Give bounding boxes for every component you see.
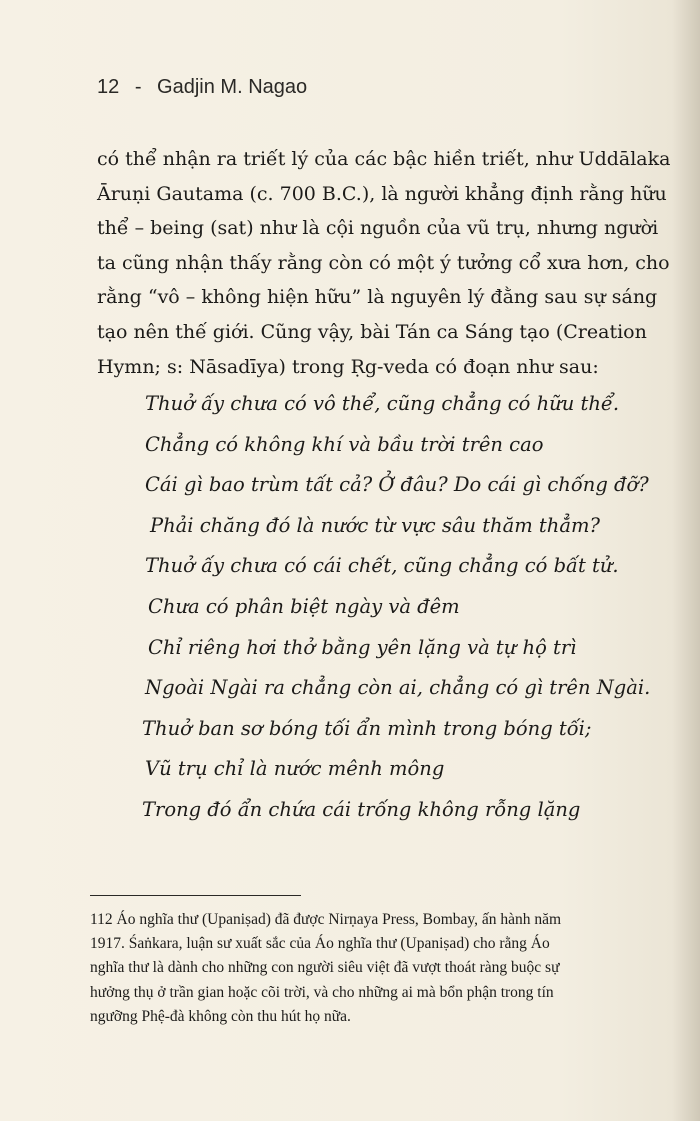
footnote-112 bbox=[90, 908, 665, 1029]
poem-line: Chẳng có không khí và bầu trời trên cao bbox=[145, 432, 544, 456]
footnote-line: nghĩa thư là dành cho những con người siêu việt đã vượt thoát ràng buộc sự bbox=[90, 959, 560, 977]
body-line: thể – being (sat) như là cội nguồn của vũ trụ, nhưng người bbox=[97, 217, 659, 240]
body-paragraph bbox=[97, 142, 671, 384]
footnote-divider bbox=[90, 895, 301, 896]
footnote-line: hưởng thụ ở trần gian hoặc cõi trời, và cho những ai mà bổn phận trong tín bbox=[90, 983, 554, 1001]
poem-line: Vũ trụ chỉ là nước mênh mông bbox=[145, 757, 445, 781]
running-header bbox=[97, 76, 307, 99]
poem-line: Chưa có phân biệt ngày và đêm bbox=[148, 594, 460, 618]
page-number: 12 bbox=[97, 76, 120, 98]
poem-line: Trong đó ẩn chứa cái trống không rỗng lặng bbox=[142, 797, 581, 821]
poem-line: Cái gì bao trùm tất cả? Ở đâu? Do cái gì chống đỡ? bbox=[145, 473, 649, 497]
poem-line: Ngoài Ngài ra chẳng còn ai, chẳng có gì trên Ngài. bbox=[145, 676, 651, 700]
footnote-line: ngưỡng Phệ-đà không còn thu hút họ nữa. bbox=[90, 1007, 351, 1025]
footnote-line: 112 Áo nghĩa thư (Upaniṣad) đã được Nirṇaya Press, Bombay, ấn hành năm bbox=[90, 911, 562, 928]
header-separator: - bbox=[134, 76, 142, 98]
footnote-line: 1917. Śaṅkara, luận sư xuất sắc của Áo nghĩa thư (Upaniṣad) cho rằng Áo bbox=[90, 935, 550, 953]
body-line: tạo nên thế giới. Cũng vậy, bài Tán ca Sáng tạo (Creation bbox=[97, 320, 647, 343]
body-line: Āruṇi Gautama (c. 700 B.C.), là người khẳng định rằng hữu bbox=[97, 182, 667, 205]
poem-line: Thuở ấy chưa có vô thể, cũng chẳng có hữu thể. bbox=[145, 392, 620, 415]
body-line: Hymn; s: Nāsadīya) trong Ṛg-veda có đoạn như sau: bbox=[97, 355, 599, 378]
body-line: có thể nhận ra triết lý của các bậc hiền triết, như Uddālaka bbox=[97, 148, 671, 170]
poem-block bbox=[142, 384, 665, 831]
body-line: rằng “vô – không hiện hữu” là nguyên lý đằng sau sự sáng bbox=[97, 286, 658, 309]
body-line: ta cũng nhận thấy rằng còn có một ý tưởng cổ xưa hơn, cho bbox=[97, 251, 670, 274]
poem-line: Thuở ban sơ bóng tối ẩn mình trong bóng tối; bbox=[142, 716, 592, 740]
poem-line: Thuở ấy chưa có cái chết, cũng chẳng có bất tử. bbox=[145, 554, 619, 578]
poem-line: Phải chăng đó là nước từ vực sâu thăm thẳm? bbox=[150, 513, 600, 537]
poem-line: Chỉ riêng hơi thở bằng yên lặng và tự hộ trì bbox=[148, 635, 577, 659]
header-author: Gadjin M. Nagao bbox=[157, 76, 308, 98]
